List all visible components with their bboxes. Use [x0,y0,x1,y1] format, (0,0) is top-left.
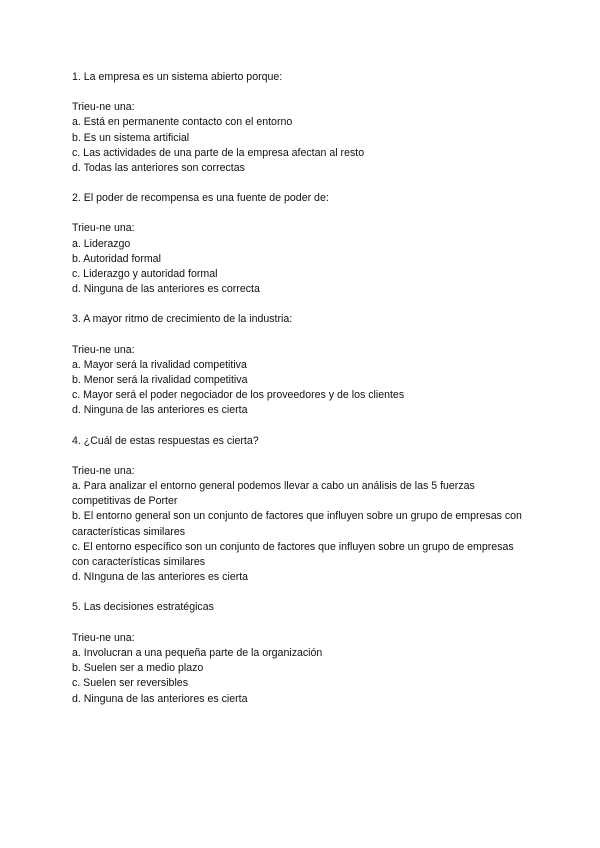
answer-option: b. Menor será la rivalidad competitiva [72,374,248,387]
question-title: 5. Las decisiones estratégicas [72,601,214,614]
question-title: 2. El poder de recompensa es una fuente de poder de: [72,192,329,205]
answer-option: b. Es un sistema artificial [72,131,190,144]
answer-prompt: Trieu-ne una: [72,101,135,114]
answer-option: c. El entorno específico son un conjunto de factores que influyen sobre un grupo de empresas con características similares [72,540,514,569]
question-3 [72,312,532,418]
question-1 [72,70,532,176]
answer-option: b. Autoridad formal [72,252,161,265]
answer-option: c. Las actividades de una parte de la empresa afectan al resto [72,146,365,159]
answer-option: d. Todas las anteriores son correctas [72,162,245,175]
question-4 [72,434,532,586]
answer-option: d. NInguna de las anteriores es cierta [72,571,249,584]
question-title: 3. A mayor ritmo de crecimiento de la industria: [72,313,293,326]
question-title: 4. ¿Cuál de estas respuestas es cierta? [72,434,259,447]
answer-prompt: Trieu-ne una: [72,631,135,644]
answer-option: a. Involucran a una pequeña parte de la organización [72,646,323,659]
answer-option: a. Para analizar el entorno general podemos llevar a cabo un análisis de las 5 fuerzas competitivas de Porter [72,480,475,508]
answer-option: c. Mayor será el poder negociador de los proveedores y de los clientes [72,389,405,402]
answer-option: c. Liderazgo y autoridad formal [72,268,218,281]
answer-prompt: Trieu-ne una: [72,464,135,477]
answer-prompt: Trieu-ne una: [72,222,135,235]
answer-option: c. Suelen ser reversibles [72,677,188,690]
question-2 [72,191,532,297]
document-page [72,70,532,722]
answer-prompt: Trieu-ne una: [72,343,135,356]
answer-option: a. Liderazgo [72,237,131,250]
question-5 [72,600,532,706]
answer-option: a. Está en permanente contacto con el entorno [72,116,293,129]
answer-option: b. Suelen ser a medio plazo [72,662,204,675]
answer-option: d. Ninguna de las anteriores es cierta [72,692,248,705]
answer-option: b. El entorno general son un conjunto de factores que influyen sobre un grupo de empresas con características similares [72,510,522,538]
answer-option: d. Ninguna de las anteriores es cierta [72,404,248,417]
question-title: 1. La empresa es un sistema abierto porque: [72,71,283,83]
answer-option: a. Mayor será la rivalidad competitiva [72,358,247,371]
answer-option: d. Ninguna de las anteriores es correcta [72,283,260,296]
